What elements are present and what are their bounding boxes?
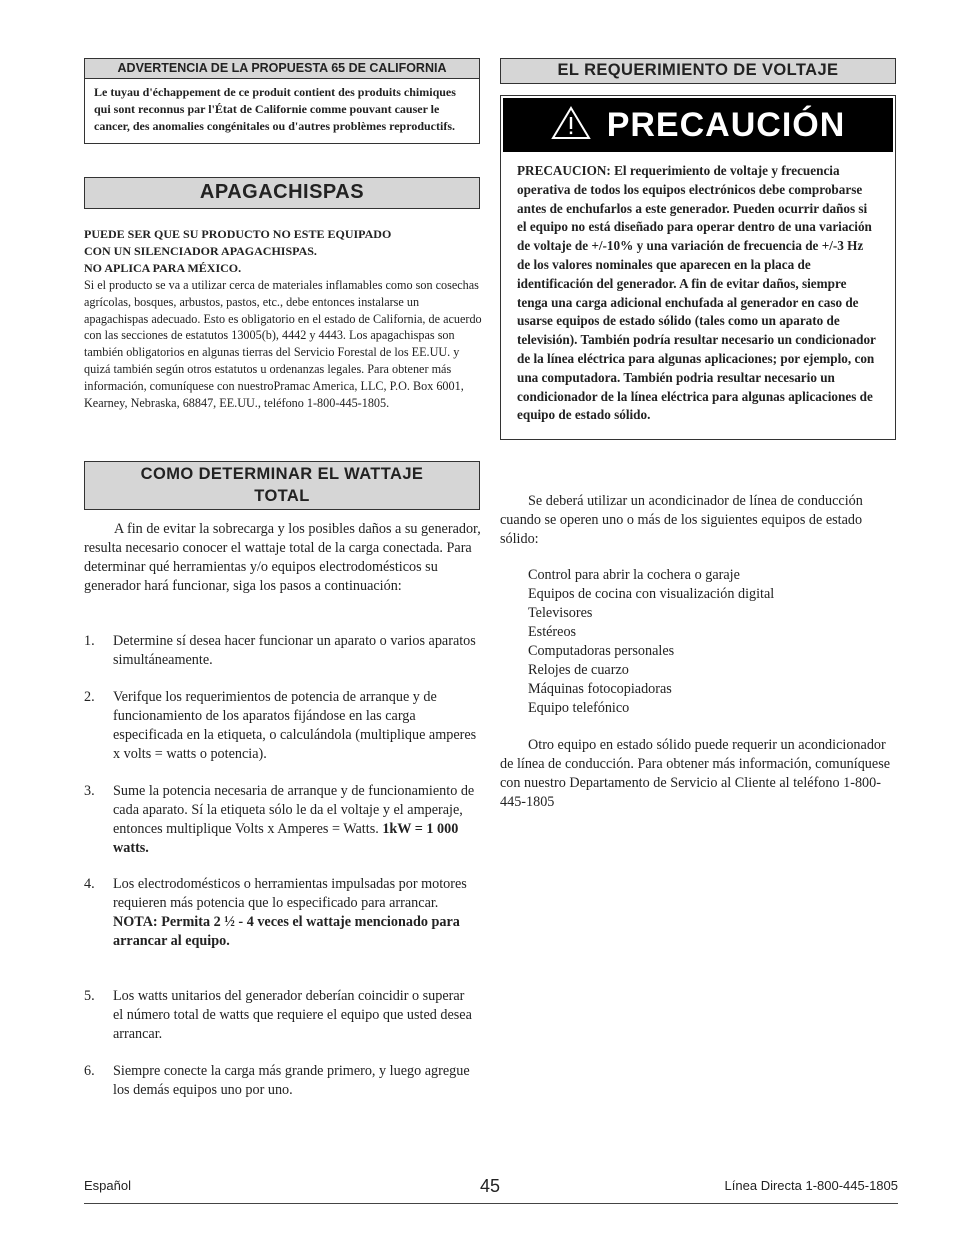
step-number: 5.	[84, 988, 95, 1004]
equipment-list	[528, 566, 898, 718]
wattaje-heading-line1: COMO DETERMINAR EL WATTAJE	[140, 465, 424, 483]
list-item: Televisores	[528, 605, 593, 621]
caution-title: PRECAUCIÓN	[606, 105, 846, 144]
list-item: Computadoras personales	[528, 643, 675, 659]
wattaje-heading	[84, 461, 480, 510]
list-item: Estéreos	[528, 624, 577, 640]
list-item: Equipos de cocina con visualización digital	[528, 586, 775, 602]
step-text-main: Los electrodomésticos o herramientas impulsadas por motores requieren más potencia que lo especificado para arrancar.	[113, 876, 467, 911]
step-number: 3.	[84, 783, 95, 799]
list-item: Control para abrir la cochera o garaje	[528, 567, 740, 583]
caution-banner	[503, 98, 893, 152]
voltaje-para1: Se deberá utilizar un acondicinador de línea de conducción cuando se operen uno o más de los siguientes equipos de estado sólido:	[500, 493, 863, 547]
apagachispas-heading: APAGACHISPAS	[84, 177, 480, 209]
voltaje-para2: Otro equipo en estado sólido puede requerir un acondicionador de línea de conducción. Para obtener más información, comuníquese con nuestro Departamento de Servicio al Cliente al teléfono 1-800-445-1805	[500, 737, 891, 810]
wattaje-step	[84, 688, 482, 764]
wattaje-step	[84, 782, 482, 858]
step-text	[113, 782, 478, 858]
apagachispas-notice-line: CON UN SILENCIADOR APAGACHISPAS.	[84, 244, 317, 258]
apagachispas-notice	[84, 226, 482, 277]
prop65-warning-text: Le tuyau d'échappement de ce produit contient des produits chimiques qui sont reconnus par l'État de Californie comme pouvant causer le cancer, des anomalies congénitales ou d'autres problèmes reproductifs.	[94, 85, 456, 133]
step-text	[113, 875, 478, 951]
caution-text: PRECAUCION: El requerimiento de voltaje y frecuencia operativa de todos los equipos electrónicos debe comprobarse antes de enchufarlos a este generador. Pueden ocurrir daños si el equipo no está diseñado para operar dentro de una variación de voltaje de +/-10% y una variación de frecuencia de +/-3 Hz de los valores nominales que aparecen en la placa de identificación del generador. A fin de evitar daños, siempre tenga una carga adicional enchufada al generador en caso de usarse equipos de estado sólido (tales como un aparato de televisión). También podría resultar necesario un condicionador de la línea eléctrica para algunas aplicaciones; por ejemplo, con una computadora. También podria resultar necesario un condicionador de la línea eléctrica para algunas aplicaciones de equipo de estado sólido.	[517, 163, 876, 423]
wattaje-step	[84, 875, 482, 951]
apagachispas-notice-line: PUEDE SER QUE SU PRODUCTO NO ESTE EQUIPADO	[84, 227, 392, 241]
wattaje-step	[84, 632, 482, 670]
footer-language: Español	[84, 1178, 131, 1193]
footer-divider	[84, 1203, 898, 1204]
step-number: 2.	[84, 689, 95, 705]
apagachispas-notice-line: NO APLICA PARA MÉXICO.	[84, 261, 242, 275]
list-item: Relojes de cuarzo	[528, 662, 629, 678]
step-text: Verifque los requerimientos de potencia de arranque y de funcionamiento de los aparatos fijándose en las carga especificada en la etiqueta, o calculándola (multiplique amperes x volts = watts o potencia).	[113, 689, 477, 762]
warning-triangle-icon	[551, 106, 591, 145]
step-text: Los watts unitarios del generador deberían coincidir o superar el número total de watts que requiere el equipo que usted desea arrancar.	[113, 988, 472, 1042]
wattaje-step	[84, 987, 482, 1044]
step-number: 1.	[84, 633, 95, 649]
prop65-warning-title: ADVERTENCIA DE LA PROPUESTA 65 DE CALIFORNIA	[85, 59, 479, 79]
step-text-bold: 1kW = 1 000 watts.	[113, 821, 459, 856]
wattaje-heading-line2: TOTAL	[254, 487, 310, 505]
step-number: 6.	[84, 1063, 95, 1079]
step-note: NOTA: Permita 2 ½ - 4 veces el wattaje mencionado para arrancar al equipo.	[113, 914, 460, 949]
voltaje-heading: EL REQUERIMIENTO DE VOLTAJE	[500, 58, 896, 84]
step-number: 4.	[84, 876, 95, 892]
footer-hotline: Línea Directa 1-800-445-1805	[724, 1178, 898, 1193]
step-text: Determine sí desea hacer funcionar un aparato o varios aparatos simultáneamente.	[113, 633, 476, 668]
apagachispas-text: Si el producto se va a utilizar cerca de materiales inflamables como son cosechas agrícolas, bosques, arbustos, pastos, etc., debe entonces instalarse un apagachispas adecuado. Esto es obligatorio en el estado de California, de acuerdo con las secciones de estatutos 13005(b), 4442 y 4443. Los apagachispas son también obligatorios en algunas tierras del Servicio Forestal de los EE.UU. y quizá también según otros estatutos u ordenanzas legales. Para obtener más información, comuníquese con nuestroPramac America, LLC, P.O. Box 6001, Kearney, Nebraska, 68847, EE.UU., teléfono 1-800-445-1805.	[84, 278, 482, 410]
wattaje-intro: A fin de evitar la sobrecarga y los posibles daños a su generador, resulta necesario conocer el wattaje total de la carga conectada. Para determinar qué herramientas y/o equipos electrodomésticos su generador hará funcionar, siga los pasos a continuación:	[84, 521, 481, 594]
prop65-warning-box	[84, 58, 480, 144]
wattaje-step	[84, 1062, 482, 1100]
list-item: Equipo telefónico	[528, 700, 630, 716]
list-item: Máquinas fotocopiadoras	[528, 681, 672, 697]
step-text-main: Sume la potencia necesaria de arranque y de funcionamiento de cada aparato. Sí la etiqueta sólo le da el voltaje y el amperaje, entonces multiplique Volts x Amperes = Watts.	[113, 783, 475, 837]
step-text: Siempre conecte la carga más grande primero, y luego agregue los demás equipos uno por uno.	[113, 1063, 470, 1098]
page-number: 45	[479, 1176, 501, 1196]
caution-box	[500, 95, 896, 440]
